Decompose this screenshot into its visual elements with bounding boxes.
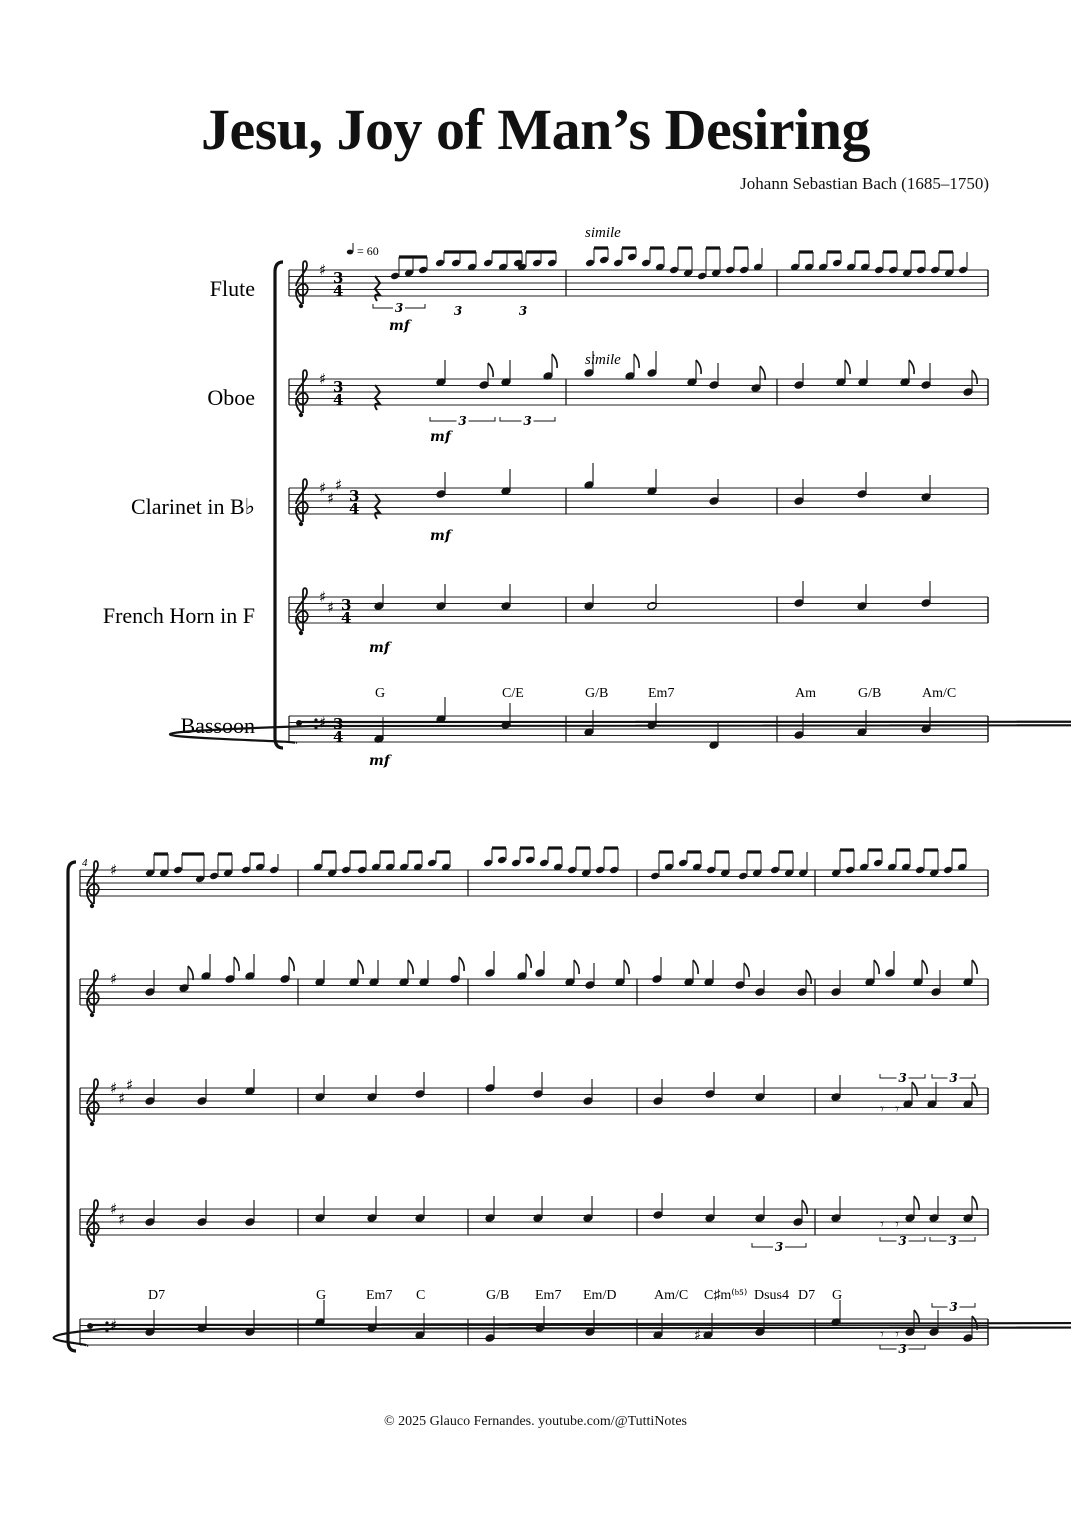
- note-flag: [488, 363, 493, 377]
- key-signature-sharp-icon: ♯: [319, 588, 327, 606]
- instrument-label-clarinet: Clarinet in B♭: [130, 494, 255, 519]
- instrument-label-flute: Flute: [209, 276, 255, 301]
- treble-clef-icon: [299, 304, 303, 308]
- time-signature-denominator: 4: [341, 609, 352, 627]
- eighth-rest-icon: 𝄾: [880, 1325, 884, 1343]
- quarter-rest-icon: [375, 494, 380, 519]
- chord-symbol: Am: [795, 686, 816, 701]
- system-2: [54, 848, 1071, 1356]
- bass-clef-icon: [105, 1321, 108, 1324]
- key-signature-sharp-icon: ♯: [319, 479, 327, 497]
- time-signature-denominator: 4: [333, 282, 344, 300]
- tuplet-number: 3: [453, 304, 463, 318]
- system-bracket: [275, 262, 283, 748]
- eighth-rest-icon: 𝄾: [895, 1325, 899, 1343]
- time-signature-denominator: 4: [333, 728, 344, 746]
- chord-symbol: G: [375, 686, 386, 701]
- tuplet-number: 3: [518, 304, 528, 318]
- key-signature-sharp-icon: ♯: [327, 598, 335, 617]
- key-signature-sharp-icon: ♯: [110, 861, 118, 879]
- note-flag: [526, 954, 531, 968]
- tempo-note-icon: [347, 250, 353, 255]
- chord-symbol: G/B: [858, 686, 882, 701]
- key-signature-sharp-icon: ♯: [327, 489, 335, 508]
- key-signature-sharp-icon: ♯: [118, 1210, 126, 1229]
- key-signature-sharp-icon: ♯: [319, 370, 327, 388]
- treble-clef-icon: [90, 904, 94, 908]
- note-flag: [234, 957, 239, 971]
- treble-clef-icon: [299, 522, 303, 526]
- time-signature-numerator: 3: [349, 487, 360, 505]
- chord-symbol: Am/C: [654, 1288, 689, 1303]
- tuplet-number: 3: [898, 1342, 907, 1356]
- time-signature-numerator: 3: [333, 269, 344, 287]
- note-flag: [552, 354, 557, 368]
- time-signature-denominator: 4: [333, 391, 344, 409]
- bass-clef-icon: [296, 720, 302, 726]
- chord-symbol: D7: [148, 1288, 166, 1303]
- quarter-rest-icon: [375, 276, 380, 301]
- chord-symbol: C/E: [502, 686, 524, 701]
- time-signature-numerator: 3: [333, 715, 344, 733]
- system-1: [170, 225, 1071, 769]
- note-flag: [909, 360, 914, 374]
- note-flag: [914, 1310, 919, 1324]
- system-bracket: [68, 862, 76, 1351]
- chord-symbol: Em7: [648, 686, 675, 701]
- tuplet-number: 3: [898, 1071, 907, 1085]
- tuplet-number: 3: [394, 301, 404, 315]
- tuplet-number: 3: [523, 414, 532, 428]
- key-signature-sharp-icon: ♯: [335, 475, 343, 494]
- note-flag: [912, 1082, 917, 1096]
- key-signature-sharp-icon: ♯: [110, 1200, 118, 1218]
- treble-clef-icon: [299, 413, 303, 417]
- eighth-rest-icon: 𝄾: [895, 1215, 899, 1233]
- chord-symbol: G: [832, 1288, 843, 1303]
- eighth-rest-icon: 𝄾: [880, 1100, 884, 1118]
- bass-clef-icon: [170, 717, 1071, 743]
- chord-symbol: G/B: [585, 686, 609, 701]
- note-flag: [972, 1082, 977, 1096]
- bass-clef-icon: [314, 726, 317, 729]
- note-flag: [806, 970, 811, 984]
- tuplet-number: 3: [948, 1234, 957, 1248]
- chord-symbol: Dsus4: [754, 1288, 790, 1303]
- note-flag: [693, 960, 698, 974]
- chord-symbol: G: [316, 1288, 327, 1303]
- note-flag: [696, 360, 701, 374]
- page-title: Jesu, Joy of Man’s Desiring: [200, 97, 871, 162]
- time-signature-numerator: 3: [333, 378, 344, 396]
- note-flag: [922, 960, 927, 974]
- note-flag: [574, 960, 579, 974]
- note-flag: [459, 957, 464, 971]
- note-flag: [972, 370, 977, 384]
- time-signature-denominator: 4: [349, 500, 360, 518]
- bass-clef-icon: [105, 1329, 108, 1332]
- note-flag: [744, 963, 749, 977]
- dynamic-mf: mf: [430, 429, 451, 445]
- chord-symbol: G/B: [486, 1288, 510, 1303]
- chord-symbol: Em7: [366, 1288, 393, 1303]
- key-signature-sharp-icon: ♯: [126, 1075, 134, 1094]
- treble-clef-icon: [90, 1122, 94, 1126]
- copyright-footer: © 2025 Glauco Fernandes. youtube.com/@TuttiNotes: [384, 1414, 687, 1429]
- note-flag: [760, 366, 765, 380]
- dynamic-mf: mf: [389, 318, 410, 334]
- note-flag: [845, 360, 850, 374]
- bass-clef-icon: [314, 718, 317, 721]
- chord-symbol: C: [416, 1288, 426, 1303]
- chord-symbol: Em/D: [583, 1288, 617, 1303]
- sharp-accidental-icon: ♯: [694, 1326, 702, 1344]
- note-flag: [358, 960, 363, 974]
- tuplet-number: 3: [898, 1234, 907, 1248]
- tempo-marking: = 60: [357, 244, 379, 258]
- note-flag: [914, 1196, 919, 1210]
- dynamic-mf: mf: [369, 640, 390, 656]
- expression-simile: simile: [585, 352, 621, 368]
- key-signature-sharp-icon: ♯: [319, 713, 327, 732]
- treble-clef-icon: [90, 1243, 94, 1247]
- note-flag: [802, 1200, 807, 1214]
- dynamic-mf: mf: [369, 753, 390, 769]
- measure-number: 4: [82, 857, 88, 869]
- treble-clef-icon: [90, 1013, 94, 1017]
- note-flag: [634, 354, 639, 368]
- note-flag: [188, 966, 193, 980]
- note-flag: [408, 960, 413, 974]
- expression-simile: simile: [585, 225, 621, 241]
- instrument-label-oboe: Oboe: [207, 385, 255, 410]
- chord-symbol: C♯m⁽ᵇ⁵⁾: [704, 1288, 748, 1303]
- composer-credit: Johann Sebastian Bach (1685–1750): [740, 174, 989, 193]
- note-flag: [874, 960, 879, 974]
- key-signature-sharp-icon: ♯: [110, 1079, 118, 1097]
- note-flag: [972, 960, 977, 974]
- tuplet-number: 3: [949, 1071, 958, 1085]
- note-flag: [624, 960, 629, 974]
- chord-symbol: Am/C: [922, 686, 957, 701]
- key-signature-sharp-icon: ♯: [118, 1089, 126, 1108]
- eighth-rest-icon: 𝄾: [880, 1215, 884, 1233]
- tuplet-number: 3: [458, 414, 467, 428]
- key-signature-sharp-icon: ♯: [110, 1316, 118, 1335]
- note-flag: [972, 1196, 977, 1210]
- key-signature-sharp-icon: ♯: [110, 970, 118, 988]
- bass-clef-icon: [87, 1323, 93, 1329]
- tuplet-number: 3: [949, 1300, 958, 1314]
- quarter-rest-icon: [375, 385, 380, 410]
- time-signature-numerator: 3: [341, 596, 352, 614]
- key-signature-sharp-icon: ♯: [319, 261, 327, 279]
- chord-symbol: D7: [798, 1288, 816, 1303]
- instrument-label-bassoon: Bassoon: [180, 713, 255, 738]
- eighth-rest-icon: 𝄾: [895, 1100, 899, 1118]
- treble-clef-icon: [299, 631, 303, 635]
- instrument-label-horn: French Horn in F: [102, 603, 255, 628]
- chord-symbol: Em7: [535, 1288, 562, 1303]
- tuplet-number: 3: [774, 1240, 784, 1254]
- note-flag: [289, 957, 294, 971]
- dynamic-mf: mf: [430, 528, 451, 544]
